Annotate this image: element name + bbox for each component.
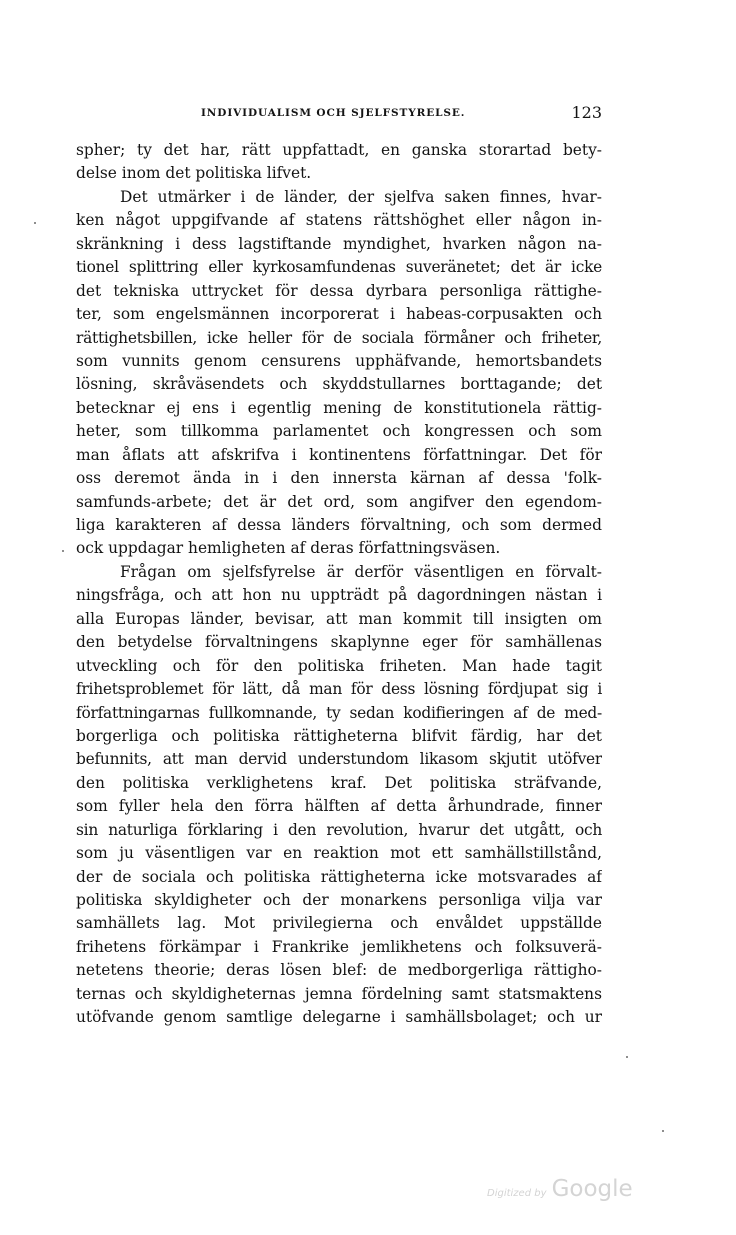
page-number: 123	[571, 103, 602, 122]
text-line: den politiska verklighetens kraf. Det politiska sträfvande,	[76, 773, 602, 792]
text-line: frihetsproblemet för lätt, då man för dess lösning fördjupat sig i	[76, 680, 602, 699]
text-line: som vunnits genom censurens upphäfvande, hemortsbandets	[76, 351, 602, 370]
text-line: politiska skyldigheter och der monarkens personliga vilja var	[76, 891, 602, 909]
text-line: liga karakteren af dessa länders förvaltning, och som dermed	[76, 516, 602, 534]
text-line: der de sociala och politiska rättigheterna icke motsvarades af	[76, 867, 602, 886]
text-line: ter, som engelsmännen incorporerat i habeas-corpusakten och	[76, 305, 602, 324]
text-line: spher; ty det har, rätt uppfattadt, en ganska storartad bety-	[76, 141, 602, 159]
text-line: samhällets lag. Mot privilegierna och envåldet uppställde	[76, 914, 602, 933]
text-line: oss deremot ända in i den innersta kärnan af dessa 'folk-	[76, 469, 602, 488]
text-line: ock uppdagar hemligheten af deras författningsväsen.	[76, 539, 501, 558]
text-line: lösning, skråväsendets och skyddstullarnes borttagande; det	[76, 375, 602, 394]
text-line: ken något uppgifvande af statens rättshöghet eller någon in-	[76, 211, 602, 230]
scan-speck	[62, 550, 64, 552]
running-header	[76, 103, 602, 127]
text-line: man åflats att afskrifva i kontinentens författningar. Det för	[76, 445, 602, 464]
text-line: tionel splittring eller kyrkosamfundenas suveränetet; det är icke	[76, 258, 602, 277]
text-line: delse inom det politiska lifvet.	[76, 164, 312, 183]
text-line: ternas och skyldigheternas jemna fördelning samt statsmaktens	[76, 984, 602, 1003]
text-line: borgerliga och politiska rättigheterna blifvit färdig, har det	[76, 726, 602, 745]
text-line: alla Europas länder, bevisar, att man kommit till insigten om	[76, 609, 602, 628]
text-line: skränkning i dess lagstiftande myndighet, hvarken någon na-	[76, 234, 602, 253]
watermark-brand: Google	[551, 1176, 633, 1202]
text-line: heter, som tillkomma parlamentet och kongressen och som	[76, 422, 602, 441]
watermark-prefix: Digitized by	[487, 1188, 547, 1199]
text-line: frihetens förkämpar i Frankrike jemlikhetens och folksuverä-	[76, 937, 602, 956]
text-line: utveckling och för den politiska friheten. Man hade tagit	[76, 656, 602, 675]
scan-speck	[34, 222, 36, 224]
text-line: betecknar ej ens i egentlig mening de konstitutionela rättig-	[76, 398, 602, 417]
body-text	[76, 139, 602, 1030]
text-line: som fyller hela den förra hälften af detta århundrade, finner	[76, 797, 602, 816]
text-line: författningarnas fullkomnande, ty sedan kodifieringen af de med-	[76, 703, 602, 722]
text-line: Det utmärker i de länder, der sjelfva saken finnes, hvar-	[120, 187, 602, 206]
text-line: befunnits, att man dervid understundom likasom skjutit utöfver	[76, 750, 602, 769]
text-line: netetens theorie; deras lösen blef: de medborgerliga rättigho-	[76, 961, 602, 980]
text-line: sin naturliga förklaring i den revolution, hvarur det utgått, och	[76, 820, 602, 839]
text-line: Frågan om sjelfsfyrelse är derför väsentligen en förvalt-	[120, 562, 602, 581]
text-line: det tekniska uttrycket för dessa dyrbara personliga rättighe-	[76, 281, 602, 300]
text-line: den betydelse förvaltningens skaplynne eger för samhällenas	[76, 633, 602, 652]
text-line: rättighetsbillen, icke heller för de sociala förmåner och friheter,	[76, 328, 602, 347]
text-line: ningsfråga, och att hon nu uppträdt på dagordningen nästan i	[76, 586, 602, 605]
text-line: utöfvande genom samtlige delegarne i samhällsbolaget; och ur	[76, 1008, 602, 1027]
running-title: INDIVIDUALISM OCH SJELFSTYRELSE.	[201, 107, 466, 119]
scan-speck	[662, 1130, 664, 1132]
watermark	[487, 1176, 647, 1212]
text-line: samfunds-arbete; det är det ord, som angifver den egendom-	[76, 492, 602, 511]
text-line: som ju väsentligen var en reaktion mot ett samhällstillstånd,	[76, 844, 602, 863]
scan-speck	[626, 1056, 628, 1058]
